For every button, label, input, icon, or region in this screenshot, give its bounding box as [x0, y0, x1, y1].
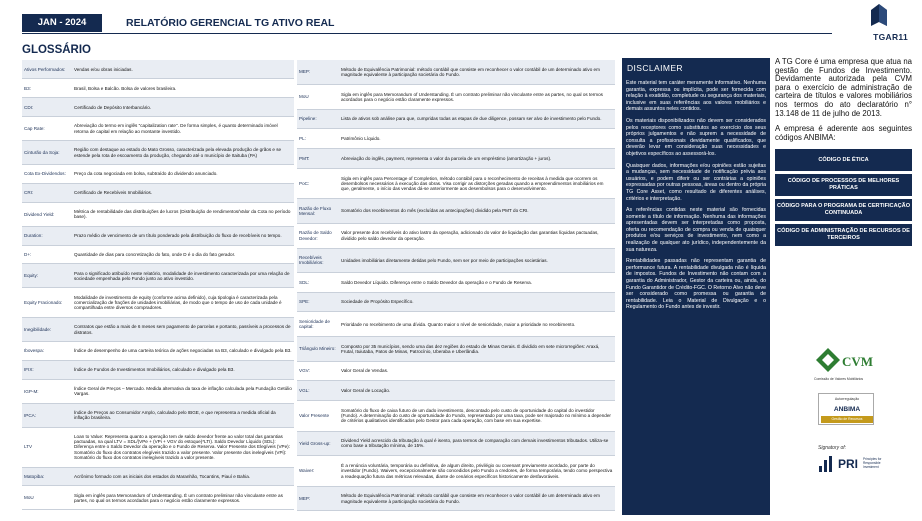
glossary-term: PL: [297, 129, 339, 149]
pri-logo [818, 454, 888, 474]
glossary-definition: Somatório dos recebimentos do mês (excluídas as antecipações) dividido pela PMT do CRI. [339, 199, 615, 224]
glossary-row [297, 149, 615, 169]
glossary-term: IFIX: [22, 360, 72, 379]
disclaimer-paragraph: Os materiais disponibilizados não devem ser considerados pelos receptores como substitutos ao exercício dos seus próprios julgamentos e não suprem a necessidade de consulta a profissionais devidamente qualificados, que deverão levar em consideração suas necessidades e objetivos específicos ao assessorá-los. [626, 117, 766, 157]
glossary-definition: Quantidade de dias para concretização do fato, onde D é o dia do fato gerador. [72, 245, 294, 264]
glossary-definition: Índice de Fundos de Investimentos Imobiliários, calculado e divulgado pela B3. [72, 360, 294, 379]
glossary-definition: Sigla em inglês para Memorandum of Understanding. É um contrato preliminar não vinculante entre as partes, no qual os termos acordados para o negócio estão claramente expressos. [339, 85, 615, 110]
pri-subtitle: Principles for Responsible Investment [863, 457, 882, 469]
glossary-row [22, 467, 294, 486]
glossary-definition: Acrônimo formado com as iniciais dos estados do Maranhão, Tocantins, Piauí e Bahia. [72, 467, 294, 486]
glossary-definition: É a renúncia voluntária, temporária ou definitiva, de algum direito, privilégio ou covenant previamente acordado, por parte do investidor (Fundo). Waivers, excepcionalmente são concedidos pelo Fundo a credores, de forma temporária, tendo como perspectiva a readequação futura das métricas relevadas, diante de cenários específicos historicamente desfavoráveis. [339, 456, 615, 487]
glossary-definition: Valor presente dos recebíveis do ativo lastro da operação, adicionado do valor de liquidação das garantias líquidas pactuadas, dividido pelo saldo devedor da operação. [339, 223, 615, 248]
glossary-term: IGP-M: [22, 379, 72, 403]
glossary-definition: Somatório do fluxo de caixa futuro de um dado investimento, descontado pelo custo de oportunidade do capital do investidor (Fundo). A determinação do custo de oportunidade do Fundo, representado por uma taxa, pode ser majorado no mínimo a depender de critérios qualitativos identificados pelo Gestor para cada operação, com base em sua expertise. [339, 400, 615, 431]
glossary-row [297, 273, 615, 293]
glossary-row [22, 202, 294, 226]
glossary-term: VGL: [297, 381, 339, 401]
glossary-term: LTV [22, 427, 72, 467]
glossary-row [297, 292, 615, 312]
glossary-row [297, 486, 615, 511]
glossary-term: B3: [22, 79, 72, 98]
glossary-definition: Modalidade de investimento de equity (conforme acima definido), cuja tipologia é caracterizada pela comercialização de frações de unidades imobiliárias, de modo que o tempo de uso de cada unidade é compartilhada entre diversos compradores. [72, 288, 294, 318]
glossary-row [22, 379, 294, 403]
glossary-row [297, 85, 615, 110]
code-ethics-button[interactable]: CÓDIGO DE ÉTICA [775, 149, 912, 171]
glossary-row [22, 288, 294, 318]
glossary-definition: Abreviação do termo em inglês "capitalization rate". De forma simples, é quanto determinado imóvel retorna de capital em relação ao montante investido. [72, 117, 294, 141]
glossary-row [22, 79, 294, 98]
glossary-definition: Método de Equivalência Patrimonial: método contábil que consiste em reconhecer o valor contábil de um determinado ativo em magnitude equivalente à participação societária do Fundo. [339, 60, 615, 85]
glossary-row [22, 117, 294, 141]
glossary-term: Dividend Yield: [22, 202, 72, 226]
glossary-definition: Índice de desempenho de uma carteira teórica de ações negociadas na B3, calculado e divulgado pela B3. [72, 342, 294, 361]
code-certification-button[interactable]: CÓDIGO PARA O PROGRAMA DE CERTIFICAÇÃO CONTINUADA [775, 199, 912, 221]
anbima-footer: Gestão de Recursos [821, 416, 873, 423]
glossary-row [22, 427, 294, 467]
glossary-definition: Sigla em inglês para Percentage of Completion, método contábil para o reconhecimento de receitas à medida que ocorrem os desembolsos necessários à execução das obras. Visa corrigir as distorções geradas quando a empreendimentos imobiliários em que, geralmente, o início das vendas dá-se anteriormente aos desembolsos para o desenvolvimento. [339, 168, 615, 199]
glossary-term: Yield Gross-up: [297, 431, 339, 456]
glossary-term: Inegibilidade: [22, 318, 72, 342]
glossary-definition: Loan to Value: Representa quanto a operação tem de saldo devedor frente ao valor total das garantias pactuadas, na qual LTV = SDL/(VPe + (VPi + VGV do estoque)*LTI). Saldo Devedor Líquido (SDL): Diferença entre o Saldo Devedor da operação e o Fundo de Reserva. Valor Presente dos Elegíveis (VPe): Somatório do fluxo dos contratos elegíveis trazido a valor presente. Valor presente dos inelegíveis (VPi): Somatório do fluxo dos contratos inelegíveis trazido a valor presente. [72, 427, 294, 467]
glossary-term: SDL: [297, 273, 339, 293]
glossary-definition: Contratos que estão a mais de 6 meses sem pagamento de parcelas e portanto, passíveis a processos de distratos. [72, 318, 294, 342]
glossary-term: MoU [22, 486, 72, 510]
glossary-term: Duration: [22, 226, 72, 245]
cvm-subtitle: Comissão de Valores Mobiliários [814, 377, 864, 381]
glossary-definition: Sigla em inglês para Memorandum of Understanding. É um contrato preliminar não vinculante entre as partes, no qual os termos acordados para o negócio estão claramente expressos. [72, 486, 294, 510]
glossary-row [22, 245, 294, 264]
glossary-definition: Preço da cota negociada em bolsa, subtraído do dividendo anunciado. [72, 164, 294, 183]
company-info [775, 58, 912, 249]
glossary-definition: Valor Geral de Locação. [339, 381, 615, 401]
glossary-definition: Sociedade de Propósito Específico. [339, 292, 615, 312]
glossary-term: MoU [297, 85, 339, 110]
glossary-term: Ibovespa: [22, 342, 72, 361]
glossary-row [22, 183, 294, 202]
glossary-term: PoC: [297, 168, 339, 199]
glossary-definition: Método de Equivalência Patrimonial: método contábil que consiste em reconhecer o valor contábil de um determinado ativo em magnitude equivalente à participação societária do Fundo. [339, 486, 615, 511]
code-asset-management-button[interactable]: CÓDIGO DE ADMINISTRAÇÃO DE RECURSOS DE TERCEIROS [775, 224, 912, 246]
glossary-definition: Índice de Preços ao Consumidor Amplo, calculado pelo IBGE, e que representa a medida oficial da inflação brasileira. [72, 403, 294, 427]
glossary-row [22, 486, 294, 510]
disclaimer-paragraph: Este material tem caráter meramente informativo. Nenhuma garantia, expressa ou implícita, pode ser fornecida com relação à exatidão, completude ou segurança dos materiais, inclusive em suas referências aos valores mobiliários e demais assuntos neles contidos. [626, 80, 766, 113]
glossary-row [22, 318, 294, 342]
glossary-definition: Dividend Yield acrescido da tributação à qual é isento, para termos de comparação com demais investimentos tributados. Utiliza-se como base a tributação mínima, de 15%. [339, 431, 615, 456]
period-badge: JAN - 2024 [22, 14, 102, 32]
glossary-row [297, 456, 615, 487]
glossary-definition: Vendas e/ou obras iniciadas. [72, 60, 294, 79]
glossary-term: Equity: [22, 264, 72, 288]
glossary-term: Recebíveis Imobiliários: [297, 248, 339, 273]
glossary-row [297, 337, 615, 362]
glossary-term: Pipeline: [297, 109, 339, 129]
glossary-term: IPCA: [22, 403, 72, 427]
glossary-row [22, 141, 294, 165]
glossary-term: PMT: [297, 149, 339, 169]
glossary-term: VGV: [297, 361, 339, 381]
glossary-row [297, 400, 615, 431]
glossary-row [297, 248, 615, 273]
report-title: RELATÓRIO GERENCIAL TG ATIVO REAL [126, 17, 335, 29]
glossary-term: Valor Presente [297, 400, 339, 431]
glossary-term: Cinturão da Soja: [22, 141, 72, 165]
code-best-practices-button[interactable]: CÓDIGO DE PROCESSOS DE MELHORES PRÁTICAS [775, 174, 912, 196]
header-divider [22, 33, 832, 34]
glossary-table-left [22, 60, 294, 510]
glossary-definition: Certificado de Depósito Interbancário. [72, 98, 294, 117]
glossary-row [22, 342, 294, 361]
glossary-row [297, 60, 615, 85]
cvm-logo [812, 346, 874, 386]
signatory-label: Signatory of: [818, 445, 847, 451]
glossary-term: Razão de Fluxo Mensal: [297, 199, 339, 224]
logo-text: TGAR11 [873, 32, 908, 42]
anbima-label: Autorregulação [834, 397, 860, 401]
logo-mark-icon [871, 4, 887, 26]
glossary-term: SPE: [297, 292, 339, 312]
glossary-row [297, 431, 615, 456]
glossary-row [297, 381, 615, 401]
glossary-row [297, 312, 615, 337]
disclaimer-paragraph: As referências contidas neste material são fornecidas somente a título de informação. Nenhuma das informações apresentadas devem ser interpretadas como proposta, oferta ou recomendação de compra ou venda de quaisquer produtos e/ou serviços de investimento, nem como a realização de qualquer ato jurídico, independentemente da sua natureza. [626, 207, 766, 253]
glossary-definition: Para o significado atribuído neste relatório, modalidade de investimento caracterizada por uma relação de sociedade empenhada pelo Fundo junto ao ativo investido. [72, 264, 294, 288]
glossary-term: MEP: [297, 486, 339, 511]
glossary-term: CRI: [22, 183, 72, 202]
glossary-term: Razão de Saldo Devedor: [297, 223, 339, 248]
tgar11-logo [834, 4, 908, 44]
pri-name: PRI [838, 457, 859, 471]
glossary-definition: Região com destaque ao estado do Mato Grosso, caracterizada pela elevada produção de grãos e se estende pela rota de escoamento da produção, chegando até o município de Itaituba (PA) [72, 141, 294, 165]
glossary-definition: Brasil, Bolsa e Balcão. Bolsa de valores brasileira. [72, 79, 294, 98]
glossary-definition: Prioridade no recebimento de uma dívida. Quanto maior o nível de senioridade, maior a prioridade no recebimento. [339, 312, 615, 337]
glossary-term: Cap Rate: [22, 117, 72, 141]
glossary-definition: Métrica de rentabilidade das distribuições de lucros (Distribuição de rendimentos/Valor da Cota no período base). [72, 202, 294, 226]
glossary-term: CDI: [22, 98, 72, 117]
glossary-row [297, 129, 615, 149]
glossary-term: Waiver: [297, 456, 339, 487]
glossary-row [22, 164, 294, 183]
glossary-definition: Prazo médio de vencimento de um título ponderado pela distribuição do fluxo de recebíveis no tempo. [72, 226, 294, 245]
glossary-term: D+: [22, 245, 72, 264]
disclaimer-paragraph: Rentabilidades passadas não representam garantia de performance futura. A rentabilidade divulgada não é líquida de impostos. Fundos de Investimento não contam com a garantia do Administrador, Gestor da carteira ou, ainda, do Fundo Garantidor de Crédito-FGC. O Retorno Alvo não deve ser considerado como promessa ou garantia de rentabilidade. Leia o Material de Divulgação e o Regulamento do Fundo antes de investir. [626, 258, 766, 311]
anbima-intro: A empresa é aderente aos seguintes códigos ANBIMA: [775, 124, 912, 142]
disclaimer-panel [622, 58, 770, 515]
glossary-row [297, 361, 615, 381]
glossary-row [22, 360, 294, 379]
company-description: A TG Core é uma empresa que atua na gestão de Fundos de Investimento. Devidamente autorizada pela CVM para o exercício de administração de carteira de títulos e valores mobiliários nos termos do ato declaratório n° 13.148 de 11 de julho de 2013. [775, 57, 912, 118]
glossary-term: Ativos Performados: [22, 60, 72, 79]
glossary-definition: Lista de ativos sob análise para que, cumpridas todas as etapas de due diligence, possam ser alvo de investimento pelo Fundo. [339, 109, 615, 129]
glossary-definition: Patrimônio Líquido. [339, 129, 615, 149]
glossary-definition: Saldo Devedor Líquido. Diferença entre o Saldo Devedor da operação e o Fundo de Reserva. [339, 273, 615, 293]
cvm-name: CVM [842, 354, 874, 369]
glossary-row [22, 60, 294, 79]
anbima-seal [818, 393, 874, 425]
glossary-definition: Abreviação do inglês, payment, representa o valor da parcela de um empréstimo (amortização + juros). [339, 149, 615, 169]
anbima-name: ANBIMA [833, 406, 861, 413]
glossary-term: MEP: [297, 60, 339, 85]
glossary-term: Equity Fracionado: [22, 288, 72, 318]
glossary-row [297, 109, 615, 129]
glossary-row [297, 199, 615, 224]
glossary-row [22, 98, 294, 117]
disclaimer-title: DISCLAIMER [627, 63, 683, 73]
glossary-row [22, 403, 294, 427]
glossary-definition: Certificado de Recebíveis Imobiliários. [72, 183, 294, 202]
glossary-term: Triângulo Mineiro: [297, 337, 339, 362]
glossary-definition: Valor Geral de Vendas. [339, 361, 615, 381]
glossary-term: Cota Ex-Dividendos: [22, 164, 72, 183]
glossary-table-right [297, 60, 615, 511]
glossary-definition: Unidades imobiliárias diretamente detidas pelo Fundo, sem ser por meio de participações societárias. [339, 248, 615, 273]
glossary-row [22, 264, 294, 288]
glossary-row [297, 168, 615, 199]
glossary-definition: Composto por 35 municípios, sendo uma das dez regiões do estado de Minas Gerais. É dividido em sete microrregiões: Araxá, Frutal, Ituiutaba, Patos de Minas, Patrocínio, Uberaba e Uberlândia. [339, 337, 615, 362]
pri-mark-icon [818, 454, 836, 474]
glossary-title: GLOSSÁRIO [22, 44, 92, 56]
glossary-term: Matopiba: [22, 467, 72, 486]
glossary-row [22, 226, 294, 245]
glossary-definition: Índice Geral de Preços – Mercado. Medida alternativa da taxa de inflação calculada pela Fundação Getúlio Vargas. [72, 379, 294, 403]
glossary-row [297, 223, 615, 248]
disclaimer-paragraph: Quaisquer dados, informações e/ou opiniões estão sujeitas a mudanças, sem necessidade de notificação prévia aos usuários, e podem diferir ou ser contrárias a opiniões expressadas por outras pessoas, áreas ou dentro da própria TG Core Asset, como resultado de diferentes análises, critérios e interpretação. [626, 162, 766, 202]
glossary-term: Senioridade de capital: [297, 312, 339, 337]
